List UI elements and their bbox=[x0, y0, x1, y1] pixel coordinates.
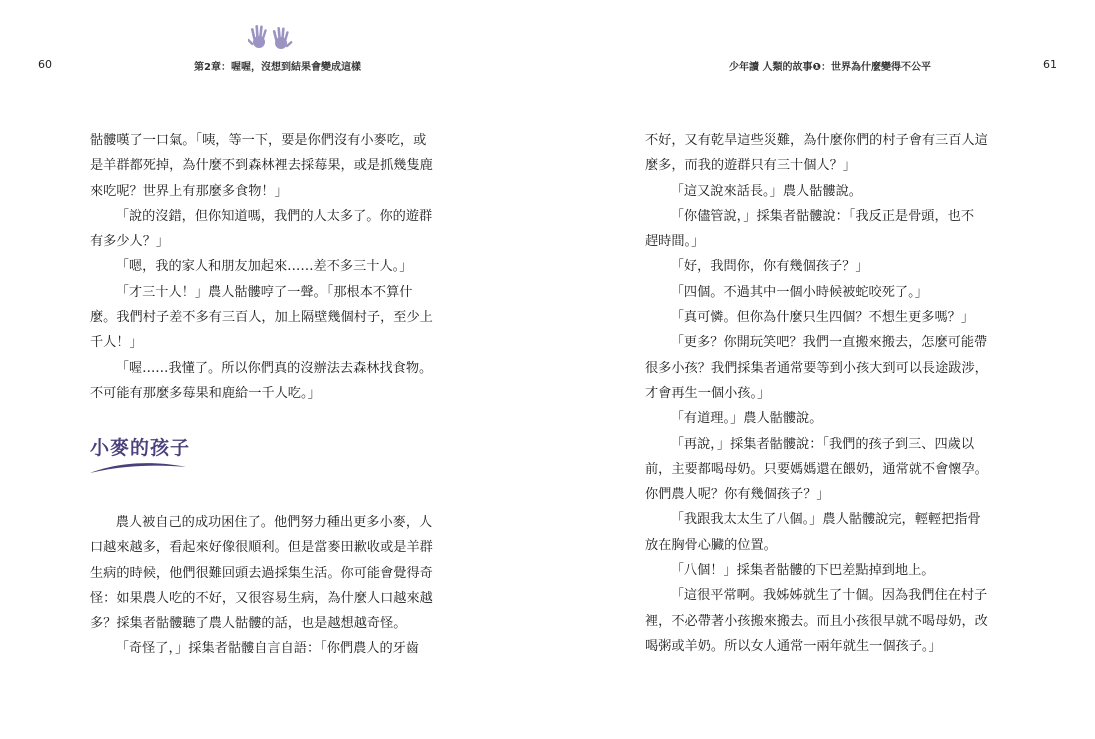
text-line: 「有道理。」農人骷髏說。 bbox=[670, 411, 823, 427]
text-line: 「才三十人！」農人骷髏哼了一聲。「那根本不算什 bbox=[115, 284, 413, 300]
text-line: 生病的時候，他們很難回頭去過採集生活。你可能會覺得奇 bbox=[90, 565, 433, 581]
right-page-number: 61 bbox=[1043, 58, 1057, 71]
text-line: 「八個！」採集者骷髏的下巴差點掉到地上。 bbox=[670, 563, 935, 579]
text-line: 「好，我問你，你有幾個孩子？」 bbox=[670, 259, 869, 275]
text-line: 裡，不必帶著小孩搬來搬去。而且小孩很早就不喝母奶，改 bbox=[645, 613, 988, 629]
text-line: 骷髏嘆了一口氣。「咦，等一下，要是你們沒有小麥吃，或 bbox=[90, 133, 427, 148]
text-line: 前，主要都喝母奶。只要媽媽還在餵奶，通常就不會懷孕。 bbox=[645, 461, 988, 477]
text-line: 喝粥或羊奶。所以女人通常一兩年就生一個孩子。」 bbox=[645, 638, 942, 654]
text-line: 「你儘管說，」採集者骷髏說：「我反正是骨頭，也不 bbox=[670, 208, 975, 224]
left-running-title: 第2章：喔喔，沒想到結果會變成這樣 bbox=[194, 62, 361, 73]
text-line: 有多少人？」 bbox=[90, 234, 170, 250]
text-line: 「再說，」採集者骷髏說：「我們的孩子到三、四歲以 bbox=[670, 436, 975, 452]
text-line: 千人！」 bbox=[90, 335, 143, 351]
text-line: 麼多，而我的遊群只有三十個人？」 bbox=[645, 158, 856, 174]
text-line: 不好，又有乾旱這些災難，為什麼你們的村子會有三百人這 bbox=[645, 133, 988, 148]
text-line: 很多小孩？我們採集者通常要等到小孩大到可以長途跋涉， bbox=[645, 360, 988, 376]
text-line: 是羊群都死掉，為什麼不到森林裡去採莓果，或是抓幾隻鹿 bbox=[90, 158, 433, 174]
text-line: 你們農人呢？你有幾個孩子？」 bbox=[645, 487, 830, 503]
text-line: 農人被自己的成功困住了。他們努力種出更多小麥，人 bbox=[115, 515, 433, 530]
text-line: 「奇怪了，」採集者骷髏自言自語：「你們農人的牙齒 bbox=[115, 641, 420, 657]
text-line: 「更多？你開玩笑吧？我們一直搬來搬去，怎麼可能帶 bbox=[670, 335, 988, 351]
text-line: 怪：如果農人吃的不好，又很容易生病，為什麼人口越來越 bbox=[90, 590, 433, 606]
right-column-text bbox=[645, 128, 988, 659]
text-line: 多？採集者骷髏聽了農人骷髏的話，也是越想越奇怪。 bbox=[90, 616, 407, 632]
right-running-title: 少年讀 人類的故事❶：世界為什麼變得不公平 bbox=[729, 62, 931, 73]
left-column-bottom-text bbox=[90, 510, 433, 662]
text-line: 「這又說來話長。」農人骷髏說。 bbox=[670, 183, 862, 199]
text-line: 趕時間。」 bbox=[645, 234, 705, 250]
text-line: 「我跟我太太生了八個。」農人骷髏說完，輕輕把指骨 bbox=[670, 512, 981, 528]
text-line: 才會再生一個小孩。」 bbox=[645, 385, 771, 401]
text-line: 「四個。不過其中一個小時候被蛇咬死了。」 bbox=[670, 284, 928, 300]
text-line: 「嗯，我的家人和朋友加起來……差不多三十人。」 bbox=[115, 259, 413, 275]
section-heading: 小麥的孩子 bbox=[90, 437, 191, 459]
text-line: 口越來越多，看起來好像很順利。但是當麥田歉收或是羊群 bbox=[90, 540, 433, 556]
text-line: 「說的沒錯，但你知道嗎，我們的人太多了。你的遊群 bbox=[115, 208, 433, 224]
text-line: 「喔……我懂了。所以你們真的沒辦法去森林找食物。 bbox=[115, 360, 433, 376]
text-line: 麼。我們村子差不多有三百人，加上隔壁幾個村子，至少上 bbox=[90, 310, 433, 326]
text-line: 「這很平常啊。我姊姊就生了十個。因為我們住在村子 bbox=[670, 588, 988, 604]
left-column-top-text bbox=[90, 128, 433, 406]
left-page-number: 60 bbox=[38, 58, 52, 71]
text-line: 「真可憐。但你為什麼只生四個？不想生更多嗎？」 bbox=[670, 310, 975, 326]
hands-icon bbox=[248, 24, 296, 50]
text-line: 來吃呢？世界上有那麼多食物！」 bbox=[90, 183, 288, 199]
text-line: 不可能有那麼多莓果和鹿給一千人吃。」 bbox=[90, 385, 321, 401]
heading-underline-swoosh bbox=[88, 458, 188, 476]
text-line: 放在胸骨心臟的位置。 bbox=[645, 537, 777, 553]
